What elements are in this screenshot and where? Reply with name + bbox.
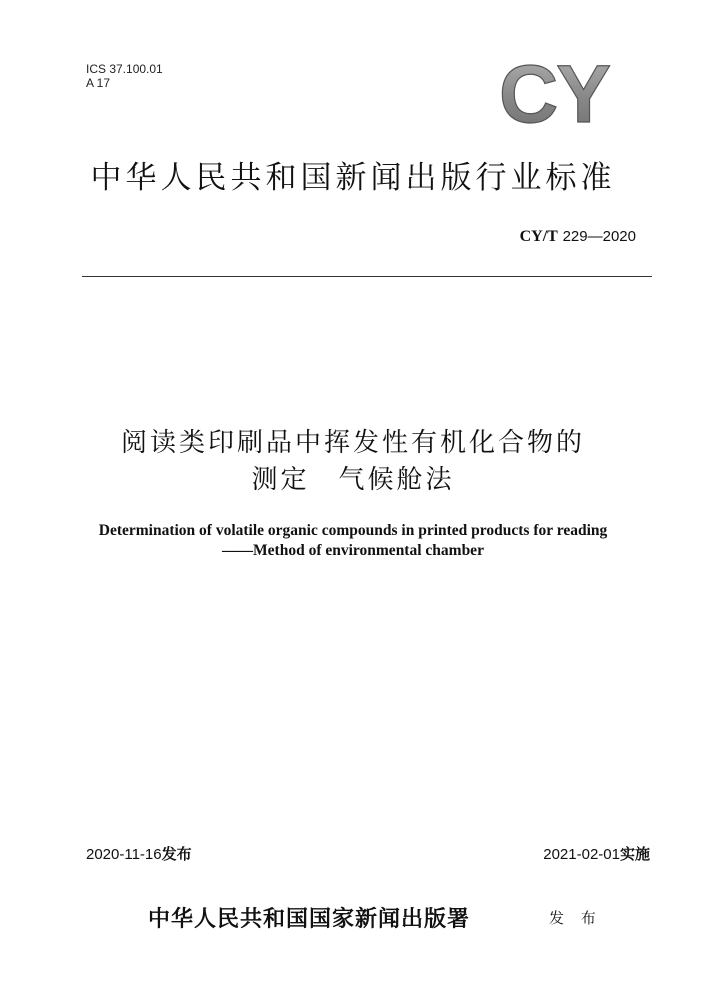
classification-block <box>86 62 163 90</box>
issued-date: 2020-11-16 <box>86 846 162 863</box>
header-divider <box>82 276 652 277</box>
publisher-name: 中华人民共和国国家新闻出版署 <box>148 906 471 932</box>
title-zh-line2: 测定 气候舱法 <box>251 465 455 495</box>
classification-code: A 17 <box>86 76 111 90</box>
cy-logo <box>484 56 624 134</box>
issued-label: 发布 <box>161 845 192 863</box>
effective-label: 实施 <box>619 845 650 863</box>
title-en-line2: ——Method of environmental chamber <box>222 542 484 559</box>
published-label: 发 布 <box>549 909 602 927</box>
standard-code-prefix: CY/T <box>519 228 558 245</box>
standard-category: 中华人民共和国新闻出版行业标准 <box>90 160 616 196</box>
cy-logo-text: CY <box>499 56 609 134</box>
ics-code: ICS 37.100.01 <box>86 62 163 76</box>
issued-date-block <box>86 843 192 864</box>
title-en-line1: Determination of volatile organic compounds in printed products for reading <box>98 522 608 539</box>
effective-date-block <box>543 843 650 864</box>
standard-code <box>520 227 636 246</box>
standard-code-number: 229—2020 <box>562 228 636 245</box>
title-zh-line1: 阅读类印刷品中挥发性有机化合物的 <box>120 428 585 458</box>
effective-date: 2021-02-01 <box>543 846 620 863</box>
